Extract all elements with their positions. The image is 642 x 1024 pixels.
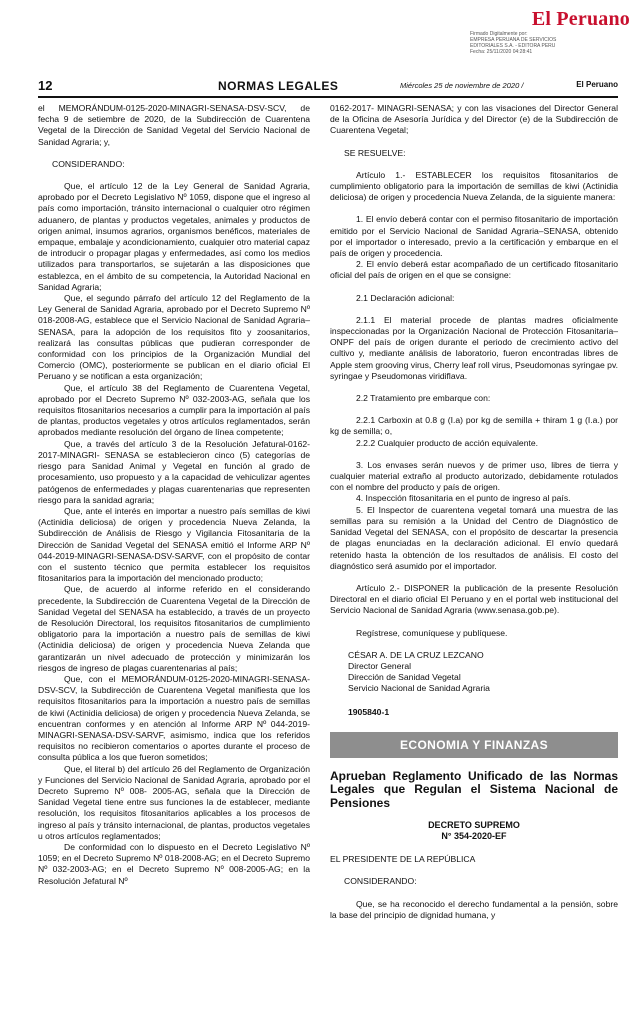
- header-brand: El Peruano: [576, 80, 618, 89]
- signer-office: Dirección de Sanidad Vegetal: [348, 672, 461, 683]
- paragraph: 4. Inspección fitosanitaria en el punto de ingreso al país.: [356, 493, 571, 504]
- paragraph: 2.2.1 Carboxin at 0.8 g (I.a) por kg de semilla + thiram 1 g (I.a.) por kg de semilla; o,: [330, 415, 618, 437]
- signature-line: Firmado Digitalmente por:: [470, 31, 528, 37]
- paragraph: De conformidad con lo dispuesto en el Decreto Legislativo Nº 1059; en el Decreto Supremo Nº 018-2008-AG; en el Decreto Supremo Nº 032-2003-AG; en el Decreto Supremo Nº 008-2005-AG; en la Resolución Jefatural Nº: [38, 842, 310, 886]
- decree-title: [330, 820, 618, 842]
- paragraph: Que, ante el interés en importar a nuestro país semillas de kiwi (Actinidia deliciosa) de origen y procedencia Nueva Zelanda, la Subdirección de Análisis de Riesgo y Vigilancia Fitosanitaria de la Dirección de Sanidad Vegetal del SENASA emitió el Informe ARP Nº 044-2019-MINAGRI-SENASA-DSV-SARVF, con el propósito de contar con el sustento técnico que permita establecer los requisitos fitosanitarios para la importación del mencionado producto;: [38, 505, 310, 584]
- section-title: NORMAS LEGALES: [218, 79, 339, 93]
- paragraph: 5. El Inspector de cuarentena vegetal tomará una muestra de las semillas para su remisión a la Unidad del Centro de Diagnóstico de Sanidad Vegetal del SENASA, con el propósito de descartar la presencia de plagas enunciadas en la declaración adicional. El envío quedará retenido hasta la obtención de los resultados de análisis. El costo del diagnóstico será asumido por el importador.: [330, 504, 618, 571]
- section-heading: SE RESUELVE:: [344, 147, 406, 158]
- paragraph: 2. El envío deberá estar acompañado de un certificado fitosanitario oficial del país de origen en el que se consigne:: [330, 259, 618, 281]
- signature-block: [330, 650, 618, 695]
- paragraph: el MEMORÁNDUM-0125-2020-MINAGRI-SENASA-DSV-SCV, de fecha 9 de setiembre de 2020, de la Subdirección de Cuarentena Vegetal de la Dirección de Sanidad Vegetal del Servicio Nacional de Sanidad Agraria; y,: [38, 103, 310, 147]
- decree-type: DECRETO SUPREMO: [428, 820, 520, 831]
- right-text-column: [330, 103, 618, 921]
- resolution-body: [330, 103, 618, 639]
- signer-title: Director General: [348, 660, 412, 671]
- article-headline: Aprueban Reglamento Unificado de las Normas Legales que Regulan el Sistema Nacional de Pensiones: [330, 768, 618, 810]
- section-heading: CONSIDERANDO:: [52, 158, 125, 169]
- signer-name: CÉSAR A. DE LA CRUZ LEZCANO: [348, 649, 484, 660]
- paragraph: Que, de acuerdo al informe referido en el considerando precedente, la Subdirección de Cuarentena Vegetal de la Dirección de Sanidad Vegetal del SENASA ha establecido, a través de un proyecto de Resolución Directoral, los requisitos fitosanitarios de cumplimiento obligatorio para la importación a nuestro país de semillas de kiwi (Actinidia deliciosa) de origen y procedencia Nueva Zelanda que garantizarán un nivel adecuado de protección y minimizarán los riesgos de ingreso de plagas cuarentenarias al país;: [38, 584, 310, 673]
- signature-line: EDITORIALES S.A. - EDITORA PERU: [470, 43, 556, 49]
- paragraph: Regístrese, comuníquese y publíquese.: [356, 627, 508, 638]
- signer-institution: Servicio Nacional de Sanidad Agraria: [348, 683, 490, 694]
- header-rule: [38, 96, 618, 98]
- decree-body: [330, 854, 618, 921]
- issue-date: Miércoles 25 de noviembre de 2020 /: [400, 81, 524, 90]
- paragraph: 2.2 Tratamiento pre embarque con:: [356, 393, 491, 404]
- paragraph: Artículo 1.- ESTABLECER los requisitos fitosanitarios de cumplimiento obligatorio para la importación de semillas de kiwi (Actinidia deliciosa) de origen y procedencia Nueva Zelanda, de la siguiente manera:: [330, 169, 618, 203]
- paragraph: Que, el segundo párrafo del artículo 12 del Reglamento de la Ley General de Sanidad Agraria, aprobado por el Decreto Supremo Nº 018-2008-AG, establece que el Servicio Nacional de Sanidad Agraria–SENASA, para la adopción de los requisitos fito y zoosanitarios, realizará las consultas públicas que pudieran corresponder de conformidad con los principios de la Organización Mundial del Comercio (OMC), posteriormente se publican en el diario oficial El Peruano y se notifican a esta organización;: [38, 293, 310, 382]
- section-heading: CONSIDERANDO:: [344, 876, 417, 887]
- paragraph: Que, con el MEMORÁNDUM-0125-2020-MINAGRI-SENASA-DSV-SCV, la Subdirección de Cuarentena Vegetal manifiesta que los requisitos fitosanitarios para la importación a nuestro país de semillas de kiwi (Actinidia deliciosa) de origen y procedencia Nueva Zelanda, se encuentran conformes y en atención al Informe ARP Nº 044-2019-MINAGRI-SENASA-DSV-SARVF, asimismo, indica que los referidos requisitos no recibieron comentarios o aportes durante el proceso de consulta pública a los que fueron sometidos;: [38, 673, 310, 763]
- decree-number: N° 354-2020-EF: [441, 831, 507, 842]
- section-banner: ECONOMIA Y FINANZAS: [330, 732, 618, 758]
- paragraph: Que, a través del artículo 3 de la Resolución Jefatural-0162-2017-MINAGRI- SENASA se establecieron cinco (5) categorías de riesgo para Sanidad Animal y Vegetal en función al grado de procesamiento, uso propuesto y a la capacidad de vehiculizar agentes patógenos de enfermedades y plagas cuarentenarias que representen riesgo para la sanidad agraria;: [38, 438, 310, 505]
- el-peruano-logo: El Peruano: [531, 8, 630, 30]
- signature-line: EMPRESA PERUANA DE SERVICIOS: [470, 37, 557, 43]
- paragraph: 2.1.1 El material procede de plantas madres oficialmente inspeccionadas por la Organización Nacional de Protección Fitosanitaria–ONPF del país de origen durante el periodo de crecimiento activo del cultivo y, mediante análisis de laboratorio, fueron encontradas libres de Apple stem grooving virus, Cherry leaf roll virus, Pseudomonas syringae pv. syringae y Pseudomonas viridiflava.: [330, 314, 618, 381]
- paragraph: 2.2.2 Cualquier producto de acción equivalente.: [356, 437, 539, 448]
- paragraph: Artículo 2.- DISPONER la publicación de la presente Resolución Directoral en el diario oficial El Peruano y en el portal web institucional del Servicio Nacional de Sanidad Agraria (www.senasa.gob.pe).: [330, 582, 618, 616]
- paragraph: 3. Los envases serán nuevos y de primer uso, libres de tierra y cualquier material extraño al producto autorizado, debidamente rotulados con el nombre del producto y país de origen.: [330, 459, 618, 493]
- digital-signature-block: [470, 31, 640, 55]
- signature-line: Fecha: 25/11/2020 04:28:41: [470, 49, 533, 55]
- paragraph: Que, el artículo 38 del Reglamento de Cuarentena Vegetal, aprobado por el Decreto Supremo Nº 032-2003-AG, señala que los requisitos fitosanitarios necesarios a cumplir para la importación al país de plantas, productos vegetales y otros artículos reglamentados, serán aprobados mediante resolución del órgano de línea competente;: [38, 382, 310, 438]
- page-number: 12: [38, 78, 53, 93]
- paragraph: Que, se ha reconocido el derecho fundamental a la pensión, sobre la base del principio de dignidad humana, y: [330, 898, 618, 920]
- paragraph: 1. El envío deberá contar con el permiso fitosanitario de importación emitido por el Servicio Nacional de Sanidad Agraria–SENASA, obtenido por el importador o interesado, previo a la certificación y embarque en el país de origen y procedencia.: [330, 214, 618, 259]
- paragraph: EL PRESIDENTE DE LA REPÚBLICA: [330, 854, 476, 865]
- page-header: [38, 78, 618, 96]
- paragraph: 0162-2017- MINAGRI-SENASA; y con las visaciones del Director General de la Oficina de Asesoría Jurídica y del Director (e) de la Subdirección de Cuarentena Vegetal;: [330, 103, 618, 136]
- paragraph: 2.1 Declaración adicional:: [356, 292, 455, 303]
- publication-code: 1905840-1: [348, 706, 390, 717]
- paragraph: Que, el literal b) del artículo 26 del Reglamento de Organización y Funciones del Servicio Nacional de Sanidad Agraria, aprobado por el Decreto Supremo Nº 008- 2005-AG, señala que la Dirección de Sanidad Vegetal tiene entre sus funciones la de establecer, mediante resolución, los requisitos fitosanitarios aplicables a los procesos de ingreso al país y tránsito internacional, de plantas, productos vegetales u otros artículos reglamentados;: [38, 763, 310, 841]
- left-text-column: [38, 103, 310, 887]
- paragraph: Que, el artículo 12 de la Ley General de Sanidad Agraria, aprobado por el Decreto Legislativo Nº 1059, dispone que el ingreso al país como importación, tránsito internacional o cualquier otro régimen aduanero, de plantas y productos vegetales, animales y productos de origen animal, insumos agrarios, organismos benéficos, materiales de empaque, embalaje y acondicionamiento, cualquier otro material capaz de introducir o propagar plagas y enfermedades, así como los medios utilizados para transportarlos, se sujetarán a las disposiciones que establezca, en el ámbito de su competencia, la Autoridad Nacional en Sanidad Agraria;: [38, 181, 310, 292]
